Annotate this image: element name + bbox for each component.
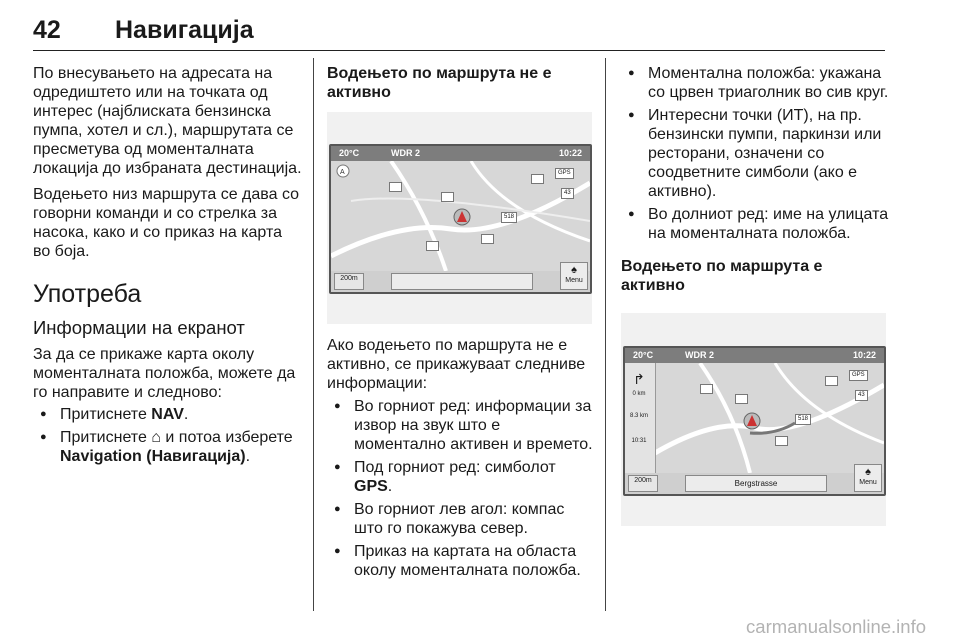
audio-source: WDR 2	[685, 350, 714, 360]
bottom-bar	[625, 473, 884, 494]
poi-icon	[531, 174, 544, 184]
active-guidance-heading: Водењето по маршрута е активно	[621, 258, 823, 294]
street-name-field	[391, 273, 533, 290]
menu-button[interactable]: ♠ Menu	[854, 464, 882, 492]
map-elements-list	[621, 64, 889, 243]
poi-icon	[775, 436, 788, 446]
list-item: ● Притиснете NAV.	[33, 405, 303, 424]
current-position-icon	[743, 412, 761, 430]
distance-to-turn: 0 km	[632, 391, 646, 397]
audio-source: WDR 2	[391, 148, 420, 158]
current-position-icon	[453, 208, 471, 226]
section-heading-usage: Употреба	[33, 280, 142, 308]
home-icon: ⌂	[151, 429, 161, 446]
navigation-map	[329, 144, 592, 294]
navigation-map	[623, 346, 886, 496]
page-number: 42	[33, 16, 61, 44]
list-item: ● Во горниот ред: информации за извор на звук што е моментално активен и времето.	[327, 397, 595, 454]
inactive-guidance-heading: Водењето по маршрута не е активно	[327, 65, 552, 101]
list-item: ● Во долниот ред: име на улицата на моменталната положба.	[621, 205, 889, 243]
map-scale[interactable]: 200m	[334, 273, 364, 290]
navigation-menu-label: Navigation (Навигација)	[60, 448, 246, 465]
list-item: ● Интересни точки (ИТ), на пр. бензински пумпи, паркинзи или ресторани, означени со соодветните симболи (ако е активно).	[621, 106, 889, 201]
nav-button-label: NAV	[151, 406, 184, 423]
temperature: 20°C	[339, 148, 360, 158]
column-divider	[605, 58, 606, 611]
inactive-info-paragraph: Ако водењето по маршрута не е активно, се прикажуваат следниве информации:	[327, 337, 586, 392]
arrival-time: 10:31	[631, 438, 647, 444]
screenshot-guidance-inactive	[327, 112, 592, 324]
list-item: ● Моментална положба: укажана со црвен триаголник во сив круг.	[621, 64, 889, 102]
road-number-badge: 43	[561, 188, 574, 199]
poi-icon	[389, 182, 402, 192]
page-header	[33, 14, 885, 51]
steps-list	[33, 405, 303, 466]
status-bar	[625, 348, 884, 363]
chapter-title: Навигација	[115, 16, 254, 44]
column-1	[33, 64, 303, 466]
list-item: ● Во горниот лев агол: компас што го покажува север.	[327, 500, 595, 538]
poi-icon	[700, 384, 713, 394]
watermark: carmanualsonline.info	[746, 616, 926, 637]
turn-arrow-icon: ↱	[633, 371, 645, 387]
road-number-badge: 43	[855, 390, 868, 401]
route-number-badge: 518	[501, 212, 517, 223]
gps-symbol: GPS	[555, 168, 574, 179]
status-bar	[331, 146, 590, 161]
clock: 10:22	[852, 350, 876, 360]
column-3	[621, 64, 889, 295]
clock: 10:22	[558, 148, 582, 158]
column-2-text	[327, 336, 595, 580]
guidance-paragraph: Водењето низ маршрута се дава со говорни команди и со стрелка за насока, како и со приказ на карта во боја.	[33, 186, 300, 260]
list-item: ● Приказ на картата на областа околу моменталната положба.	[327, 542, 595, 580]
temperature: 20°C	[633, 350, 654, 360]
list-item: ● Под горниот ред: симболот GPS.	[327, 458, 595, 496]
screenshot-guidance-active	[621, 313, 886, 526]
gps-symbol: GPS	[849, 370, 868, 381]
list-item: ● Притиснете ⌂ и потоа изберете Navigation (Навигација).	[33, 428, 303, 466]
street-name-field: Bergstrasse	[685, 475, 827, 492]
route-number-badge: 518	[795, 414, 811, 425]
bottom-bar	[331, 271, 590, 292]
column-divider	[313, 58, 314, 611]
info-paragraph: За да се прикаже карта околу моменталната положба, можете да го направите и следново:	[33, 346, 296, 401]
poi-icon	[441, 192, 454, 202]
intro-paragraph: По внесувањето на адресата на одредиштето или на точката од интерес (најблиската бензинска пумпа, хотел и сл.), маршрутата се пресметува од моменталната локација до избраната дестинација.	[33, 65, 302, 177]
poi-icon	[735, 394, 748, 404]
svg-text:A: A	[340, 169, 345, 176]
poi-icon	[426, 241, 439, 251]
subsection-heading-info: Информации на екранот	[33, 317, 245, 338]
column-2	[327, 64, 595, 102]
gps-label: GPS	[354, 478, 388, 495]
map-scale[interactable]: 200m	[628, 475, 658, 492]
poi-icon	[825, 376, 838, 386]
guidance-panel	[625, 363, 656, 473]
poi-icon	[481, 234, 494, 244]
remaining-distance: 8.3 km	[629, 413, 648, 419]
menu-button[interactable]: ♠ Menu	[560, 262, 588, 290]
inactive-info-list	[327, 397, 595, 580]
